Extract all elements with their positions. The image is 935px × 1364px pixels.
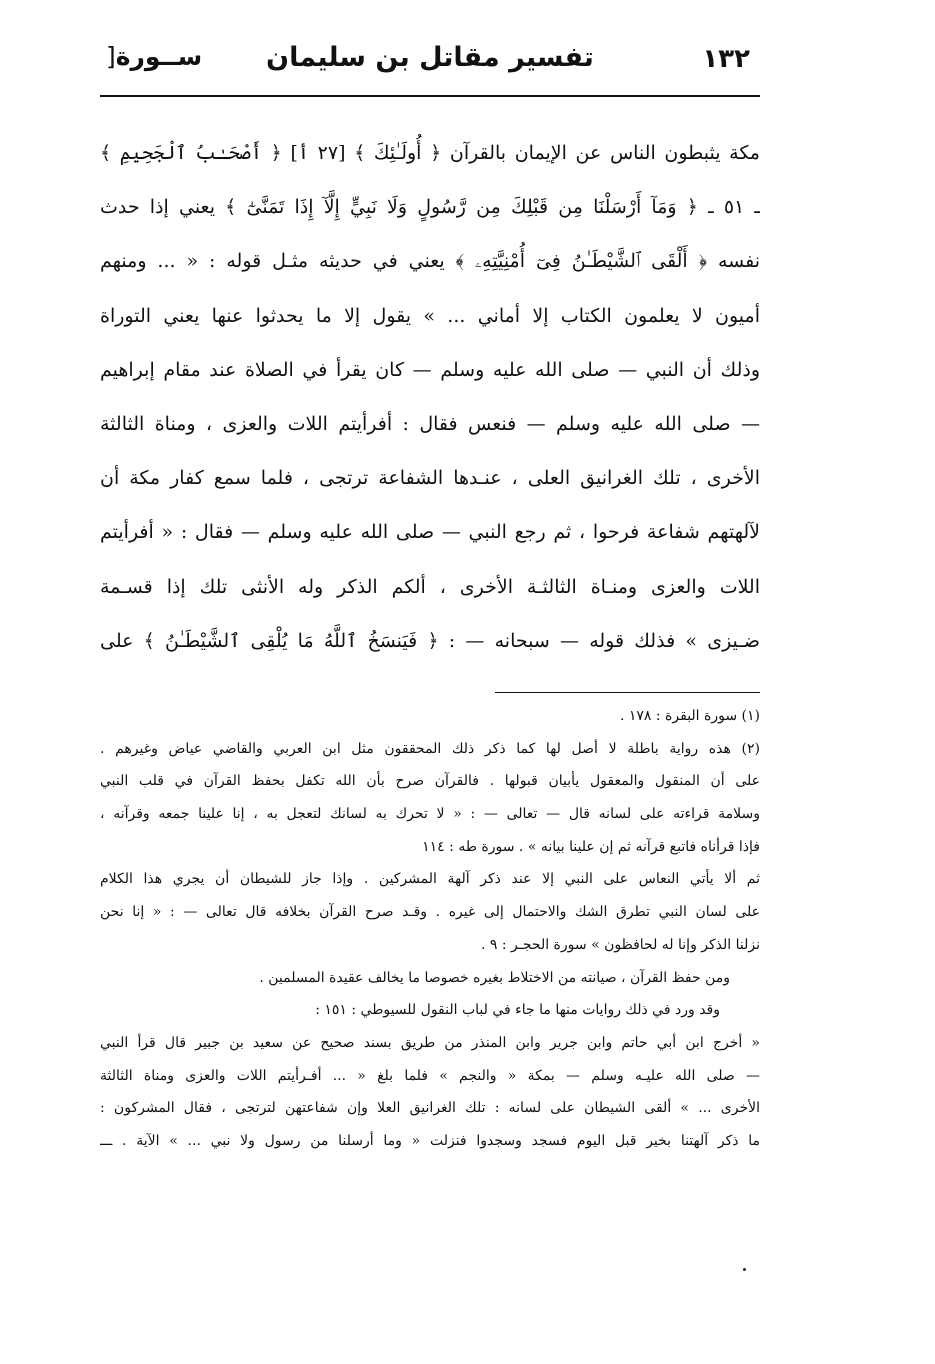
body-line: ـ ٥١ ـ ﴿ وَمَآ أَرْسَلْنَا مِن قَبْلِكَ مِن رَّسُولٍ وَلَا نَبِيٍّ إِلَّآ إِذَا تَمَنَّىٰٓ ﴾ يعني إذا حدث (100, 196, 760, 219)
footnote-line: وقد ورد في ذلك روايات منها ما جاء في لباب النقول للسيوطي : ١٥١ : (315, 1002, 720, 1019)
footnote-line: الأخرى ... » ألقى الشيطان على لسانه : تلك الغرانيق العلا وإن شفاعتهن لترتجى ، فقال المشركون : (100, 1100, 760, 1117)
header-rule (100, 95, 760, 97)
surah-label (100, 42, 202, 71)
ink-dot (743, 1268, 746, 1271)
body-line: لآلهتهم شفاعة فرحوا ، ثم رجع النبي — صلى الله عليه وسلم — فقال : « أفرأيتم (100, 521, 760, 544)
body-line: وذلك أن النبي — صلى الله عليه وسلم — كان يقرأ في الصلاة عند مقام إبراهيم (100, 358, 760, 381)
body-line: الأخرى ، تلك الغرانيق العلى ، عنـدها الشفاعة ترتجى ، فلما سمع كفار مكة أن (100, 467, 760, 490)
footnote-line: ومن حفظ القرآن ، صيانته من الاختلاط بغيره خصوصا ما يخالف عقيدة المسلمين . (259, 969, 730, 986)
main-text (100, 126, 760, 668)
footnote-line: « أخرج ابن أبي حاتم وابن جرير وابن المنذر من طريق بسند صحيح عن سعيد بن جبير قال قرأ النبي (100, 1034, 760, 1051)
body-line: — صلى الله عليه وسلم — فنعس فقال : أفرأيتم اللات والعزى ، ومناة الثالثة (100, 412, 760, 435)
footnote-line: على لسان النبي تطرق الشك والاحتمال إلى غيره . وقـد صرح القرآن بخلافه قال تعالى — : « إنا نحن (100, 904, 760, 921)
footnote-line: وسلامة قراءته على لسانه قال — تعالى — : « لا تحرك به لسانك لتعجل به ، إنا علينا جمعه وقرآنه ، (100, 806, 760, 823)
body-line: نفسه ﴿ أَلْقَى ٱلشَّيْطَـٰنُ فِىٓ أُمْنِيَّتِهِۦ ﴾ يعني في حديثه مثـل قوله : « ... ومنهم (100, 250, 760, 273)
footnote-rule (495, 692, 760, 693)
body-line: أميون لا يعلمون الكتاب إلا أماني ... » يقول إلا ما يحدثوا عنها يعني التوراة (100, 304, 760, 327)
footnote-line: ما ذكر آلهتنا بخير قبل اليوم فسجد وسجدوا فنزلت « وما أرسلنا من رسول ولا نبي ... » الآية . ـــ (100, 1132, 760, 1149)
footnote-line: — صلى الله عليـه وسلم — بمكة « والنجم » فلما بلغ « ... أفـرأيتم اللات والعزى ومناة الثالثة (100, 1067, 760, 1084)
surah-label-text: ســورة (115, 42, 203, 71)
page-number: ١٣٢ (702, 44, 750, 74)
footnote-line: (٢) هذه رواية باطلة لا أصل لها كما ذكر ذلك المحققون مثل ابن العربي والقاضي عياض وغيرهم . (100, 740, 760, 757)
footnote-line: فإذا قرأناه فاتبع قرآنه ثم إن علينا بيانه » . سورة طه : ١١٤ (422, 838, 760, 855)
body-line: ضـيزى » فذلك قوله — سبحانه — : ﴿ فَيَنسَخُ ٱللَّهُ مَا يُلْقِى ٱلشَّيْطَـٰنُ ﴾ على (100, 629, 760, 652)
body-line: مكة يثبطون الناس عن الإيمان بالقرآن ﴿ أُولَـٰئِكَ ﴾ [٢٧ أ] ﴿ أَصْحَـٰبُ ٱلْجَحِيمِ ﴾ (100, 142, 760, 164)
footnote-line: (١) سورة البقرة : ١٧٨ . (619, 708, 760, 724)
body-line: اللات والعزى ومنـاة الثالثـة الأخرى ، ألكم الذكر وله الأنثى تلك إذا قسـمة (100, 575, 760, 598)
header-bracket: [ (106, 42, 116, 71)
page-header (100, 30, 760, 90)
book-title: تفسير مقاتل بن سليمان (266, 42, 594, 73)
footnote-line: نزلنا الذكر وإنا له لحافظون » سورة الحجـر : ٩ . (481, 936, 760, 953)
footnote-line: على أن المنقول والمعقول يأبيان قبولها . فالقرآن صرح بأن الله تكفل بحفظ القرآن في قلب النبي (100, 773, 760, 790)
footnotes (100, 700, 760, 1158)
footnote-line: ثم ألا يأتي النعاس على النبي إلا عند ذكر آلهة المشركين . وإذا جاز للشيطان أن يجري هذا الكلام (100, 871, 760, 888)
